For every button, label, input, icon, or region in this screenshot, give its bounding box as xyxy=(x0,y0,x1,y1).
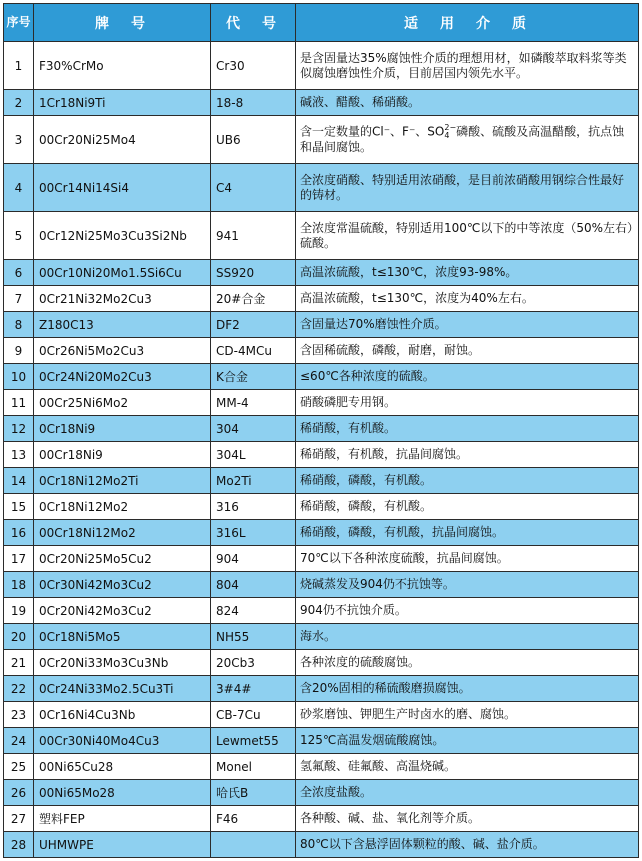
row-code: 804 xyxy=(211,572,296,598)
table-row xyxy=(4,598,639,624)
row-no: 5 xyxy=(4,212,34,260)
header-no: 序号 xyxy=(4,4,34,42)
row-grade: 00Ni65Mo28 xyxy=(34,780,211,806)
row-use: 是含固量达35%腐蚀性介质的理想用材，如磷酸萃取料浆等类似腐蚀磨蚀性介质，目前居国内领先水平。 xyxy=(296,42,639,90)
row-grade: 00Cr25Ni6Mo2 xyxy=(34,390,211,416)
header-grade: 牌 号 xyxy=(34,4,211,42)
row-use: 氢氟酸、硅氟酸、高温烧碱。 xyxy=(296,754,639,780)
row-no: 26 xyxy=(4,780,34,806)
table-row xyxy=(4,116,639,164)
row-grade: 00Cr14Ni14Si4 xyxy=(34,164,211,212)
row-grade: UHMWPE xyxy=(34,832,211,858)
row-code: Lewmet55 xyxy=(211,728,296,754)
row-code: 316L xyxy=(211,520,296,546)
row-code: 哈氏B xyxy=(211,780,296,806)
table-row xyxy=(4,702,639,728)
row-grade: 0Cr16Ni4Cu3Nb xyxy=(34,702,211,728)
row-use: 70℃以下各种浓度硫酸，抗晶间腐蚀。 xyxy=(296,546,639,572)
row-use: 全浓度盐酸。 xyxy=(296,780,639,806)
row-use: 碱液、醋酸、稀硝酸。 xyxy=(296,90,639,116)
row-grade: 0Cr18Ni12Mo2Ti xyxy=(34,468,211,494)
row-no: 11 xyxy=(4,390,34,416)
row-use: 各种浓度的硫酸腐蚀。 xyxy=(296,650,639,676)
row-grade: 0Cr18Ni12Mo2 xyxy=(34,494,211,520)
row-code: F46 xyxy=(211,806,296,832)
row-code: 20Cb3 xyxy=(211,650,296,676)
row-code: 941 xyxy=(211,212,296,260)
table-row xyxy=(4,728,639,754)
table-row xyxy=(4,676,639,702)
materials-table xyxy=(3,3,639,858)
row-grade: 00Cr18Ni12Mo2 xyxy=(34,520,211,546)
table-header-row xyxy=(4,4,639,42)
row-use: 稀硝酸，磷酸，有机酸。 xyxy=(296,468,639,494)
row-use: 海水。 xyxy=(296,624,639,650)
row-use: 砂浆磨蚀、钾肥生产时卤水的磨、腐蚀。 xyxy=(296,702,639,728)
row-grade: 0Cr26Ni5Mo2Cu3 xyxy=(34,338,211,364)
row-no: 3 xyxy=(4,116,34,164)
table-row xyxy=(4,338,639,364)
row-code: CB-7Cu xyxy=(211,702,296,728)
row-no: 23 xyxy=(4,702,34,728)
table-row xyxy=(4,754,639,780)
row-code: 20#合金 xyxy=(211,286,296,312)
row-use: 含20%固相的稀硫酸磨损腐蚀。 xyxy=(296,676,639,702)
row-grade: 00Ni65Cu28 xyxy=(34,754,211,780)
table-body xyxy=(4,42,639,858)
row-code: UB6 xyxy=(211,116,296,164)
table-row xyxy=(4,312,639,338)
row-use: 904仍不抗蚀介质。 xyxy=(296,598,639,624)
header-use: 适 用 介 质 xyxy=(296,4,639,42)
row-no: 24 xyxy=(4,728,34,754)
row-grade: 0Cr18Ni9 xyxy=(34,416,211,442)
row-code: C4 xyxy=(211,164,296,212)
table-row xyxy=(4,90,639,116)
table-row xyxy=(4,806,639,832)
row-grade: 00Cr18Ni9 xyxy=(34,442,211,468)
table-row xyxy=(4,442,639,468)
header-code: 代 号 xyxy=(211,4,296,42)
ion-charge-script xyxy=(444,124,456,140)
row-grade: 0Cr30Ni42Mo3Cu2 xyxy=(34,572,211,598)
row-use-text: 含一定数量的Cl⁻、F⁻、SO xyxy=(300,124,445,139)
row-grade: 0Cr20Ni42Mo3Cu2 xyxy=(34,598,211,624)
table-row xyxy=(4,390,639,416)
row-no: 13 xyxy=(4,442,34,468)
row-code: 304 xyxy=(211,416,296,442)
ion-subscript: 4 xyxy=(444,131,450,140)
row-grade: Z180C13 xyxy=(34,312,211,338)
row-grade: 0Cr21Ni32Mo2Cu3 xyxy=(34,286,211,312)
table-row xyxy=(4,520,639,546)
table-row xyxy=(4,42,639,90)
row-use xyxy=(296,116,639,164)
row-no: 8 xyxy=(4,312,34,338)
row-use: 稀硝酸，有机酸，抗晶间腐蚀。 xyxy=(296,442,639,468)
row-code: MM-4 xyxy=(211,390,296,416)
row-no: 6 xyxy=(4,260,34,286)
table-row xyxy=(4,572,639,598)
row-no: 2 xyxy=(4,90,34,116)
row-use: 80℃以下含悬浮固体颗粒的酸、碱、盐介质。 xyxy=(296,832,639,858)
row-use: 烧碱蒸发及904仍不抗蚀等。 xyxy=(296,572,639,598)
row-use: ≤60℃各种浓度的硫酸。 xyxy=(296,364,639,390)
row-no: 15 xyxy=(4,494,34,520)
row-use: 稀硝酸，有机酸。 xyxy=(296,416,639,442)
table-row xyxy=(4,164,639,212)
row-grade: 00Cr10Ni20Mo1.5Si6Cu xyxy=(34,260,211,286)
row-code: 904 xyxy=(211,546,296,572)
row-no: 4 xyxy=(4,164,34,212)
row-code: DF2 xyxy=(211,312,296,338)
row-no: 14 xyxy=(4,468,34,494)
table-row xyxy=(4,212,639,260)
row-grade: 0Cr20Ni33Mo3Cu3Nb xyxy=(34,650,211,676)
row-grade: 0Cr24Ni33Mo2.5Cu3Ti xyxy=(34,676,211,702)
row-no: 19 xyxy=(4,598,34,624)
table-row xyxy=(4,780,639,806)
row-code: 824 xyxy=(211,598,296,624)
row-code: Mo2Ti xyxy=(211,468,296,494)
row-code: 3#4# xyxy=(211,676,296,702)
row-no: 10 xyxy=(4,364,34,390)
table-row xyxy=(4,364,639,390)
row-grade: 0Cr12Ni25Mo3Cu3Si2Nb xyxy=(34,212,211,260)
row-no: 16 xyxy=(4,520,34,546)
row-grade: 00Cr20Ni25Mo4 xyxy=(34,116,211,164)
row-code: SS920 xyxy=(211,260,296,286)
row-no: 20 xyxy=(4,624,34,650)
row-use: 各种酸、碱、盐、氧化剂等介质。 xyxy=(296,806,639,832)
table-row xyxy=(4,416,639,442)
row-code: 304L xyxy=(211,442,296,468)
table-row xyxy=(4,650,639,676)
row-code: 18-8 xyxy=(211,90,296,116)
row-no: 7 xyxy=(4,286,34,312)
row-use: 含固量达70%磨蚀性介质。 xyxy=(296,312,639,338)
row-use: 高温浓硫酸，t≤130℃，浓度93-98%。 xyxy=(296,260,639,286)
row-no: 28 xyxy=(4,832,34,858)
row-code xyxy=(211,832,296,858)
row-code: 316 xyxy=(211,494,296,520)
row-code: NH55 xyxy=(211,624,296,650)
row-grade: 00Cr30Ni40Mo4Cu3 xyxy=(34,728,211,754)
table-row xyxy=(4,260,639,286)
materials-table-container xyxy=(3,3,638,858)
row-grade: 1Cr18Ni9Ti xyxy=(34,90,211,116)
table-row xyxy=(4,286,639,312)
row-no: 9 xyxy=(4,338,34,364)
row-grade: 0Cr18Ni5Mo5 xyxy=(34,624,211,650)
row-code: Cr30 xyxy=(211,42,296,90)
row-no: 27 xyxy=(4,806,34,832)
row-code: K合金 xyxy=(211,364,296,390)
table-row xyxy=(4,468,639,494)
row-code: Monel xyxy=(211,754,296,780)
ion-superscript: 2− xyxy=(444,123,457,132)
row-use-text-rest: 磷酸、硫酸及高温醋酸，抗点蚀和晶间腐蚀。 xyxy=(300,124,625,154)
row-use: 稀硝酸，磷酸，有机酸，抗晶间腐蚀。 xyxy=(296,520,639,546)
row-no: 21 xyxy=(4,650,34,676)
row-grade: 0Cr24Ni20Mo2Cu3 xyxy=(34,364,211,390)
table-row xyxy=(4,546,639,572)
row-no: 25 xyxy=(4,754,34,780)
row-no: 17 xyxy=(4,546,34,572)
row-grade: 0Cr20Ni25Mo5Cu2 xyxy=(34,546,211,572)
row-use: 含固稀硫酸，磷酸，耐磨，耐蚀。 xyxy=(296,338,639,364)
row-use: 稀硝酸，磷酸，有机酸。 xyxy=(296,494,639,520)
row-use: 高温浓硫酸，t≤130℃，浓度为40%左右。 xyxy=(296,286,639,312)
table-row xyxy=(4,624,639,650)
row-no: 12 xyxy=(4,416,34,442)
table-row xyxy=(4,832,639,858)
row-grade: 塑料FEP xyxy=(34,806,211,832)
row-use: 全浓度硝酸、特别适用浓硝酸，是目前浓硝酸用钢综合性最好的铸材。 xyxy=(296,164,639,212)
row-no: 1 xyxy=(4,42,34,90)
row-code: CD-4MCu xyxy=(211,338,296,364)
row-use: 硝酸磷肥专用钢。 xyxy=(296,390,639,416)
row-no: 18 xyxy=(4,572,34,598)
row-use: 125℃高温发烟硫酸腐蚀。 xyxy=(296,728,639,754)
row-grade: F30%CrMo xyxy=(34,42,211,90)
table-row xyxy=(4,494,639,520)
row-use: 全浓度常温硫酸，特别适用100℃以下的中等浓度（50%左右）硫酸。 xyxy=(296,212,639,260)
row-no: 22 xyxy=(4,676,34,702)
